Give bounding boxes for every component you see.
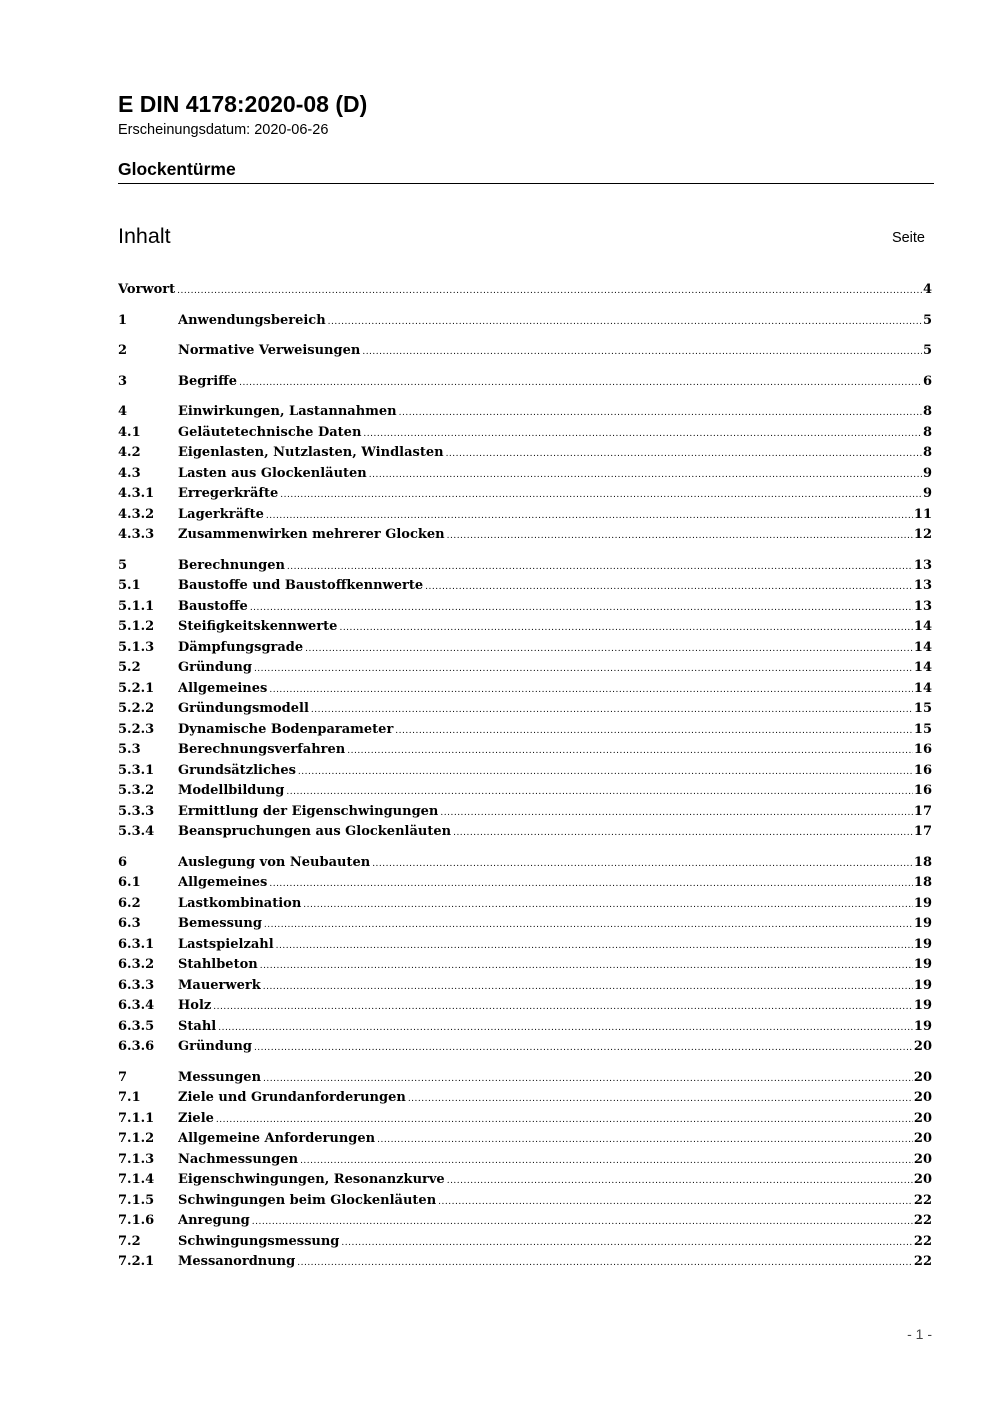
toc-entry[interactable] — [118, 280, 932, 301]
toc-entry-page: 8 — [922, 424, 932, 440]
toc-entry-title: Eigenschwingungen, Resonanzkurve — [178, 1172, 445, 1187]
toc-entry[interactable] — [118, 464, 932, 485]
toc-entry-number: 6.1 — [118, 875, 141, 890]
toc-entry-line — [178, 372, 932, 394]
toc-entry-line — [178, 1232, 932, 1254]
toc-entry-page: 11 — [913, 506, 932, 522]
toc-entry-line — [178, 802, 932, 824]
toc-entry-page: 19 — [913, 998, 932, 1013]
toc-entry-number: 6.3.2 — [118, 957, 155, 972]
dot-leader — [328, 312, 922, 333]
toc-entry-line — [178, 996, 932, 1018]
toc-entry-page: 18 — [913, 875, 932, 890]
toc-entry-number: 7 — [118, 1069, 128, 1085]
toc-entry-line — [178, 505, 932, 527]
toc-entry-number: 6 — [118, 854, 128, 870]
toc-entry-number: 4.3.2 — [118, 506, 155, 522]
dot-leader — [395, 721, 913, 742]
toc-entry-title: Begriffe — [178, 373, 238, 389]
dot-leader — [447, 526, 913, 547]
toc-entry-title: Modellbildung — [178, 783, 285, 798]
dot-leader — [287, 557, 913, 578]
toc-entry[interactable] — [118, 617, 932, 638]
toc-entry-page: 8 — [922, 445, 932, 460]
toc-entry-number: 5.1 — [118, 578, 141, 593]
toc-entry-number: 6.3.3 — [118, 977, 155, 993]
toc-entry-line — [178, 761, 932, 783]
toc-entry-page: 16 — [913, 762, 932, 778]
toc-entry-page: 22 — [913, 1192, 932, 1208]
toc-entry-page: 16 — [913, 783, 932, 798]
toc-entry-title: Lastspielzahl — [178, 936, 274, 952]
toc-entry[interactable] — [118, 976, 932, 997]
toc-entry[interactable] — [118, 556, 932, 577]
toc-entry-line — [178, 597, 932, 619]
toc-entry-line — [178, 955, 932, 977]
toc-entry-number: 5.3.1 — [118, 762, 155, 778]
toc-entry-number: 5.3.3 — [118, 803, 155, 819]
dot-leader — [239, 373, 922, 394]
toc-entry[interactable] — [118, 505, 932, 526]
toc-entry[interactable] — [118, 1109, 932, 1130]
toc-entry-page: 13 — [913, 557, 932, 573]
toc-entry-line — [178, 423, 932, 445]
toc-entry-line — [178, 311, 932, 333]
toc-entry-number: 1 — [118, 312, 128, 328]
toc-entry-number: 6.2 — [118, 895, 141, 911]
dot-leader — [341, 1233, 913, 1254]
toc-entry-page: 20 — [913, 1039, 932, 1054]
toc-entry-line — [178, 699, 932, 721]
toc-entry-title: Lasten aus Glockenläuten — [178, 465, 367, 481]
dot-leader — [438, 1192, 913, 1213]
dot-leader — [280, 485, 922, 506]
dot-leader — [305, 639, 913, 660]
toc-entry-number: 7.2.1 — [118, 1254, 155, 1269]
toc-entry-line — [178, 1191, 932, 1213]
toc-entry-number: 5.1.2 — [118, 619, 155, 634]
dot-leader — [269, 680, 913, 701]
dot-leader — [372, 854, 913, 875]
toc-entry-page: 19 — [913, 957, 932, 972]
toc-entry-number: 4.3.3 — [118, 527, 155, 542]
toc-entry-line — [178, 1088, 932, 1110]
toc-entry-line — [178, 914, 932, 936]
toc-entry-page: 6 — [922, 373, 932, 389]
toc-entry-line — [178, 1109, 932, 1131]
toc-entry-title: Allgemeines — [178, 875, 268, 890]
toc-entry[interactable] — [118, 1170, 932, 1191]
toc-entry-title: Auslegung von Neubauten — [178, 854, 371, 870]
toc-entry[interactable] — [118, 955, 932, 976]
dot-leader — [286, 782, 913, 803]
dot-leader — [453, 823, 913, 844]
toc-entry[interactable] — [118, 341, 932, 362]
dot-leader — [254, 659, 913, 680]
toc-entry-line — [178, 1211, 932, 1233]
toc-entry-line — [178, 976, 932, 998]
toc-entry[interactable] — [118, 443, 932, 464]
toc-entry-line — [178, 1017, 932, 1039]
toc-entry-page: 14 — [913, 680, 932, 696]
toc-entry-title: Einwirkungen, Lastannahmen — [178, 404, 397, 419]
toc-entry[interactable] — [118, 1017, 932, 1038]
toc-entry[interactable] — [118, 740, 932, 761]
toc-entry-line — [118, 280, 932, 302]
toc-entry-page: 14 — [913, 660, 932, 675]
toc-entry-title: Steifigkeitskennwerte — [178, 619, 338, 634]
toc-entry-title: Bemessung — [178, 916, 262, 931]
toc-entry-page: 20 — [913, 1151, 932, 1167]
toc-entry-line — [178, 658, 932, 680]
toc-entry-page: 22 — [913, 1213, 932, 1228]
toc-entry-page: 22 — [913, 1254, 932, 1269]
toc-entry[interactable] — [118, 1088, 932, 1109]
toc-entry-page: 13 — [913, 598, 932, 614]
toc-entry-page: 14 — [913, 619, 932, 634]
dot-leader — [425, 577, 913, 598]
toc-entry[interactable] — [118, 1191, 932, 1212]
toc-entry-line — [178, 484, 932, 506]
toc-entry-page: 15 — [913, 701, 932, 716]
toc-entry-title: Eigenlasten, Nutzlasten, Windlasten — [178, 445, 444, 460]
publication-date: Erscheinungsdatum: 2020-06-26 — [118, 122, 329, 138]
toc-entry[interactable] — [118, 658, 932, 679]
toc-entry[interactable] — [118, 525, 932, 546]
toc-entry-page: 19 — [913, 895, 932, 911]
toc-entry[interactable] — [118, 873, 932, 894]
toc-entry-page: 14 — [913, 639, 932, 655]
toc-entry-line — [178, 617, 932, 639]
dot-leader — [213, 997, 913, 1018]
toc-entry-line — [178, 1037, 932, 1059]
toc-entry-number: 5.2 — [118, 660, 141, 675]
toc-entry[interactable] — [118, 914, 932, 935]
toc-entry-line — [178, 894, 932, 916]
toc-entry-number: 7.2 — [118, 1233, 141, 1249]
dot-leader — [269, 874, 913, 895]
toc-entry[interactable] — [118, 484, 932, 505]
toc-entry-line — [178, 556, 932, 578]
toc-entry-number: 7.1.6 — [118, 1213, 155, 1228]
toc-entry-page: 9 — [922, 486, 932, 501]
toc-entry-line — [178, 873, 932, 895]
toc-entry-number: 6.3 — [118, 916, 141, 931]
toc-entry-title: Ziele — [178, 1110, 214, 1126]
toc-entry-number: 5.3.2 — [118, 783, 155, 798]
dot-leader — [303, 895, 913, 916]
toc-entry[interactable] — [118, 996, 932, 1017]
toc-entry-number: 5.3 — [118, 742, 141, 757]
toc-entry-title: Allgemeines — [178, 680, 268, 696]
dot-leader — [377, 1130, 913, 1151]
toc-entry-page: 13 — [913, 578, 932, 593]
toc-entry-line — [178, 1252, 932, 1274]
dot-leader — [347, 741, 913, 762]
toc-entry-title: Lagerkräfte — [178, 506, 264, 522]
toc-entry-line — [178, 443, 932, 465]
toc-entry[interactable] — [118, 1252, 932, 1273]
toc-entry-title: Ziele und Grundanforderungen — [178, 1090, 406, 1105]
dot-leader — [218, 1018, 913, 1039]
toc-entry-number: 7.1 — [118, 1090, 141, 1105]
dot-leader — [263, 977, 913, 998]
toc-entry[interactable] — [118, 402, 932, 423]
dot-leader — [363, 424, 922, 445]
toc-entry-title: Anregung — [178, 1213, 250, 1228]
title-divider — [118, 183, 934, 184]
toc-entry[interactable] — [118, 802, 932, 823]
toc-entry-page: 19 — [913, 936, 932, 952]
dot-leader — [252, 1212, 913, 1233]
toc-entry-title: Ermittlung der Eigenschwingungen — [178, 803, 439, 819]
toc-entry-line — [178, 935, 932, 957]
toc-entry[interactable] — [118, 822, 932, 843]
toc-entry-title: Normative Verweisungen — [178, 343, 361, 358]
dot-leader — [216, 1110, 913, 1131]
toc-entry-title: Nachmessungen — [178, 1151, 299, 1167]
toc-entry-number: 4.2 — [118, 445, 141, 460]
toc-entry[interactable] — [118, 1232, 932, 1253]
toc-entry-line — [178, 1150, 932, 1172]
toc-entry[interactable] — [118, 894, 932, 915]
dot-leader — [266, 506, 913, 527]
toc-entry-number: 5.2.3 — [118, 721, 155, 737]
toc-entry-line — [178, 402, 932, 424]
dot-leader — [250, 598, 913, 619]
toc-entry[interactable] — [118, 720, 932, 741]
toc-entry-title: Erregerkräfte — [178, 486, 279, 501]
toc-entry-page: 19 — [913, 1018, 932, 1034]
toc-entry[interactable] — [118, 372, 932, 393]
toc-entry-title: Lastkombination — [178, 895, 302, 911]
toc-entry[interactable] — [118, 679, 932, 700]
toc-entry-line — [178, 781, 932, 803]
dot-leader — [362, 342, 922, 363]
toc-entry-page: 20 — [913, 1131, 932, 1146]
toc-entry-page: 17 — [913, 824, 932, 839]
toc-entry-title: Dynamische Bodenparameter — [178, 721, 394, 737]
toc-entry[interactable] — [118, 423, 932, 444]
toc-entry[interactable] — [118, 699, 932, 720]
toc-entry-number: 4.1 — [118, 424, 141, 440]
toc-entry-number: 6.3.6 — [118, 1039, 155, 1054]
toc-entry-number: 6.3.5 — [118, 1018, 155, 1034]
toc-entry-page: 19 — [913, 916, 932, 931]
toc-entry-page: 20 — [913, 1110, 932, 1126]
toc-entry-page: 15 — [913, 721, 932, 737]
toc-entry-title: Gründung — [178, 1039, 252, 1054]
toc-entry-number: 4.3.1 — [118, 486, 155, 501]
toc-entry[interactable] — [118, 1211, 932, 1232]
toc-entry-title: Gründung — [178, 660, 252, 675]
toc-entry-page: 16 — [913, 742, 932, 757]
toc-entry-title: Geläutetechnische Daten — [178, 424, 362, 440]
toc-entry-line — [178, 525, 932, 547]
toc-entry-number: 7.1.5 — [118, 1192, 155, 1208]
toc-entry-title: Holz — [178, 998, 212, 1013]
toc-entry-number: 5.3.4 — [118, 824, 155, 839]
dot-leader — [399, 403, 922, 424]
toc-entry[interactable] — [118, 576, 932, 597]
toc-entry-page: 20 — [913, 1069, 932, 1085]
toc-entry-title: Mauerwerk — [178, 977, 261, 993]
toc-entry-number: 4 — [118, 404, 128, 419]
toc-entry-title: Grundsätzliches — [178, 762, 296, 778]
document-id: E DIN 4178:2020-08 (D) — [118, 91, 368, 117]
toc-entry-page: 12 — [913, 527, 932, 542]
toc-entry-title: Zusammenwirken mehrerer Glocken — [178, 527, 445, 542]
toc-entry-page: 22 — [913, 1233, 932, 1249]
dot-leader — [177, 281, 922, 302]
toc-entry-line — [178, 740, 932, 762]
toc-entry-page: 8 — [922, 404, 932, 419]
page-column-label: Seite — [891, 230, 925, 246]
dot-leader — [298, 762, 913, 783]
toc-entry-number: 6.3.1 — [118, 936, 155, 952]
page-number: - 1 - — [907, 1326, 932, 1342]
toc-entry[interactable] — [118, 1150, 932, 1171]
toc-entry[interactable] — [118, 761, 932, 782]
toc-entry-line — [178, 1129, 932, 1151]
toc-entry-title: Allgemeine Anforderungen — [178, 1131, 376, 1146]
toc-entry[interactable] — [118, 638, 932, 659]
toc-entry-number: 5 — [118, 557, 128, 573]
toc-entry-page: 5 — [922, 312, 932, 328]
toc-entry-page: 17 — [913, 803, 932, 819]
toc-entry-page: 20 — [913, 1090, 932, 1105]
toc-entry-number: 7.1.4 — [118, 1172, 155, 1187]
dot-leader — [276, 936, 913, 957]
dot-leader — [263, 1069, 913, 1090]
dot-leader — [297, 1253, 913, 1274]
toc-entry-page: 18 — [913, 854, 932, 870]
toc-entry-line — [178, 1170, 932, 1192]
toc-entry-title: Berechnungsverfahren — [178, 742, 346, 757]
toc-entry-number: 5.1.3 — [118, 639, 155, 655]
toc-entry[interactable] — [118, 781, 932, 802]
toc-entry-page: 4 — [922, 282, 932, 297]
toc-entry[interactable] — [118, 1037, 932, 1058]
toc-entry-title: Schwingungen beim Glockenläuten — [178, 1192, 437, 1208]
table-of-contents — [118, 280, 932, 1273]
toc-entry-title: Messanordnung — [178, 1254, 296, 1269]
toc-entry-line — [178, 341, 932, 363]
dot-leader — [408, 1089, 913, 1110]
dot-leader — [446, 444, 922, 465]
toc-entry-title: Vorwort — [118, 282, 176, 297]
dot-leader — [264, 915, 913, 936]
toc-entry-page: 19 — [913, 977, 932, 993]
toc-entry-number: 5.2.1 — [118, 680, 155, 696]
toc-entry-line — [178, 853, 932, 875]
toc-entry-line — [178, 638, 932, 660]
toc-entry[interactable] — [118, 1068, 932, 1089]
toc-entry[interactable] — [118, 935, 932, 956]
toc-entry-title: Schwingungsmessung — [178, 1233, 340, 1249]
toc-entry-title: Dämpfungsgrade — [178, 639, 304, 655]
toc-entry-line — [178, 1068, 932, 1090]
toc-entry[interactable] — [118, 853, 932, 874]
toc-entry-line — [178, 576, 932, 598]
document-title: Glockentürme — [118, 159, 236, 179]
toc-entry-title: Messungen — [178, 1069, 262, 1085]
toc-entry[interactable] — [118, 311, 932, 332]
dot-leader — [300, 1151, 913, 1172]
toc-entry-number: 5.2.2 — [118, 701, 155, 716]
toc-entry[interactable] — [118, 597, 932, 618]
dot-leader — [254, 1038, 913, 1059]
toc-heading: Inhalt — [118, 224, 171, 248]
toc-entry-line — [178, 822, 932, 844]
dot-leader — [339, 618, 912, 639]
dot-leader — [447, 1171, 913, 1192]
toc-entry-number: 3 — [118, 373, 128, 389]
toc-entry-number: 6.3.4 — [118, 998, 155, 1013]
dot-leader — [311, 700, 913, 721]
toc-entry-number: 7.1.3 — [118, 1151, 155, 1167]
toc-entry-title: Baustoffe und Baustoffkennwerte — [178, 578, 424, 593]
toc-entry-title: Stahlbeton — [178, 957, 258, 972]
dot-leader — [260, 956, 913, 977]
toc-entry-title: Baustoffe — [178, 598, 248, 614]
toc-entry-title: Gründungsmodell — [178, 701, 309, 716]
toc-entry-number: 5.1.1 — [118, 598, 155, 614]
dot-leader — [369, 465, 922, 486]
toc-entry-title: Berechnungen — [178, 557, 285, 573]
toc-entry-page: 5 — [922, 343, 932, 358]
toc-entry-title: Beanspruchungen aus Glockenläuten — [178, 824, 452, 839]
toc-entry-page: 20 — [913, 1172, 932, 1187]
toc-entry-number: 7.1.2 — [118, 1131, 155, 1146]
toc-entry[interactable] — [118, 1129, 932, 1150]
toc-entry-line — [178, 679, 932, 701]
toc-entry-page: 9 — [922, 465, 932, 481]
toc-entry-number: 4.3 — [118, 465, 141, 481]
toc-entry-line — [178, 720, 932, 742]
toc-entry-line — [178, 464, 932, 486]
toc-entry-title: Anwendungsbereich — [178, 312, 326, 328]
toc-entry-number: 2 — [118, 343, 128, 358]
toc-entry-title: Stahl — [178, 1018, 217, 1034]
dot-leader — [440, 803, 913, 824]
toc-entry-number: 7.1.1 — [118, 1110, 155, 1126]
